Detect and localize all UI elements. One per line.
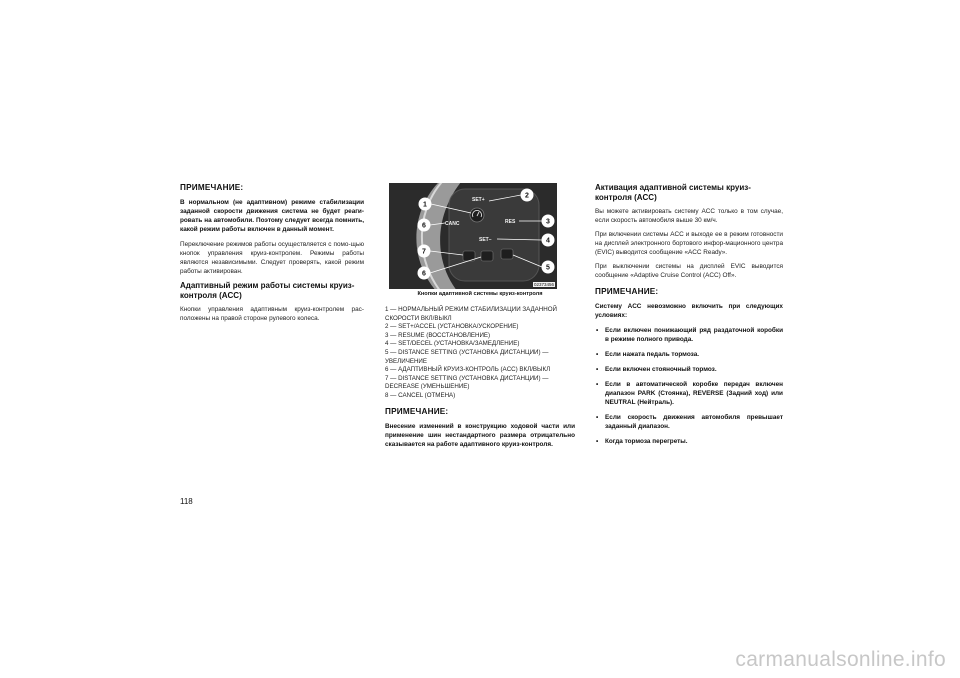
list-item-text: Если включен стояночный тормоз.	[605, 366, 717, 373]
left-column	[180, 183, 364, 328]
callout-1: 1	[423, 201, 427, 209]
paragraph: При включении системы ACC и выходе ее в режим готовности на дисплей электронного бортового инфор-мационного центра (EVIC) выводится сообщение «ACC Ready».	[595, 231, 783, 256]
list-item	[595, 413, 783, 431]
legend-item: 5 — DISTANCE SETTING (УСТАНОВКА ДИСТАНЦИИ) — УВЕЛИЧЕНИЕ	[385, 348, 549, 365]
callout-6-upper: 6	[422, 222, 426, 230]
legend-item: 6 — АДАПТИВНЫЙ КРУИЗ-КОНТРОЛЬ (ACC) ВКЛ/ВЫКЛ	[385, 366, 551, 374]
list-item	[595, 326, 783, 344]
note-heading: ПРИМЕЧАНИЕ:	[180, 183, 244, 192]
callout-5: 5	[546, 264, 550, 272]
fig-label-res: RES	[505, 219, 516, 225]
list-item-text: Когда тормоза перегреты.	[605, 438, 688, 445]
paragraph: Вы можете активировать систему ACC только в том случае, если скорость автомобиля выше 30 км/ч.	[595, 208, 783, 224]
bullet: •	[596, 438, 599, 445]
callout-6-lower: 6	[422, 270, 426, 278]
list-item	[595, 350, 783, 359]
cruise-control-buttons-image	[389, 183, 557, 289]
fig-label-set-minus: SET–	[479, 237, 492, 243]
bullet: •	[596, 414, 599, 421]
list-item-text: Если нажата педаль тормоза.	[605, 351, 700, 358]
legend-item: 3 — RESUME (ВОССТАНОВЛЕНИЕ)	[385, 331, 491, 339]
legend-item: 8 — CANCEL (ОТМЕНА)	[385, 391, 456, 399]
callout-7: 7	[422, 248, 426, 256]
bullet: •	[596, 381, 599, 388]
page-number: 118	[180, 497, 193, 506]
legend-item: 7 — DISTANCE SETTING (УСТАНОВКА ДИСТАНЦИИ) — DECREASE (УМЕНЬШЕНИЕ)	[385, 374, 549, 391]
note-heading: ПРИМЕЧАНИЕ:	[385, 406, 449, 416]
callout-2: 2	[525, 192, 529, 200]
bullet: •	[596, 366, 599, 373]
bullet: •	[596, 351, 599, 358]
fig-label-canc: CANC	[445, 221, 460, 227]
conditions-list	[595, 326, 783, 446]
callout-3: 3	[546, 218, 550, 226]
list-item-text: Если включен понижающий ряд раздаточной коробки в режиме полного привода.	[605, 327, 783, 343]
section-heading: Активация адаптивной системы круиз-контроля (ACC)	[595, 183, 751, 202]
fig-label-set-plus: SET+	[472, 197, 485, 203]
bullet: •	[596, 327, 599, 334]
legend-item: 2 — SET+/ACCEL (УСТАНОВКА/УСКОРЕНИЕ)	[385, 323, 519, 331]
figure-id: 02373456	[533, 282, 554, 287]
figure-legend	[385, 306, 575, 401]
list-item-text: Если в автоматической коробке передач включен диапазон PARK (Стоянка), REVERSE (Задний ход) или NEUTRAL (Нейтраль).	[605, 381, 783, 406]
list-item-text: Если скорость движения автомобиля превышает заданный диапазон.	[605, 414, 783, 430]
note-text: В нормальном (не адаптивном) режиме стабилизации заданной скорости движения система не будет реаги-ровать на автомобили. Поэтому следует всегда помнить, какой режим работы включен в данный момент.	[180, 199, 364, 233]
list-item	[595, 380, 783, 407]
right-column	[595, 183, 783, 452]
legend-item: 1 — НОРМАЛЬНЫЙ РЕЖИМ СТАБИЛИЗАЦИИ ЗАДАННОЙ СКОРОСТИ ВКЛ/ВЫКЛ	[385, 306, 557, 322]
section-heading: Адаптивный режим работы системы круиз-контроля (ACC)	[180, 281, 355, 300]
legend-item: 4 — SET/DECEL (УСТАНОВКА/ЗАМЕДЛЕНИЕ)	[385, 340, 520, 348]
figure-caption: Кнопки адаптивной системы круиз-контроля	[417, 291, 543, 297]
paragraph: При выключении системы на дисплей EVIC выводится сообщение «Adaptive Cruise Control (ACC) Off».	[595, 263, 783, 279]
middle-column	[385, 183, 575, 455]
paragraph: Кнопки управления адаптивным круиз-контролем рас-положены на правой стороне рулевого колеса.	[180, 306, 364, 322]
watermark-link[interactable]: carmanualsonline.info	[735, 648, 946, 671]
paragraph: Переключение режимов работы осуществляется с помо-щью кнопок управления круиз-контролем. Режимы работы являются независимыми. Следует проверять, какой режим работы активирован.	[180, 241, 364, 275]
list-item	[595, 365, 783, 374]
steering-wheel-buttons-figure	[389, 183, 557, 289]
note-intro: Систему ACC невозможно включить при следующих условиях:	[595, 303, 783, 319]
callout-4: 4	[546, 237, 550, 245]
list-item	[595, 437, 783, 446]
note-text: Внесение изменений в конструкцию ходовой части или применение шин нестандартного размера отрицательно сказывается на работе адаптивного круиз-контроля.	[385, 422, 575, 448]
note-heading: ПРИМЕЧАНИЕ:	[595, 287, 659, 296]
